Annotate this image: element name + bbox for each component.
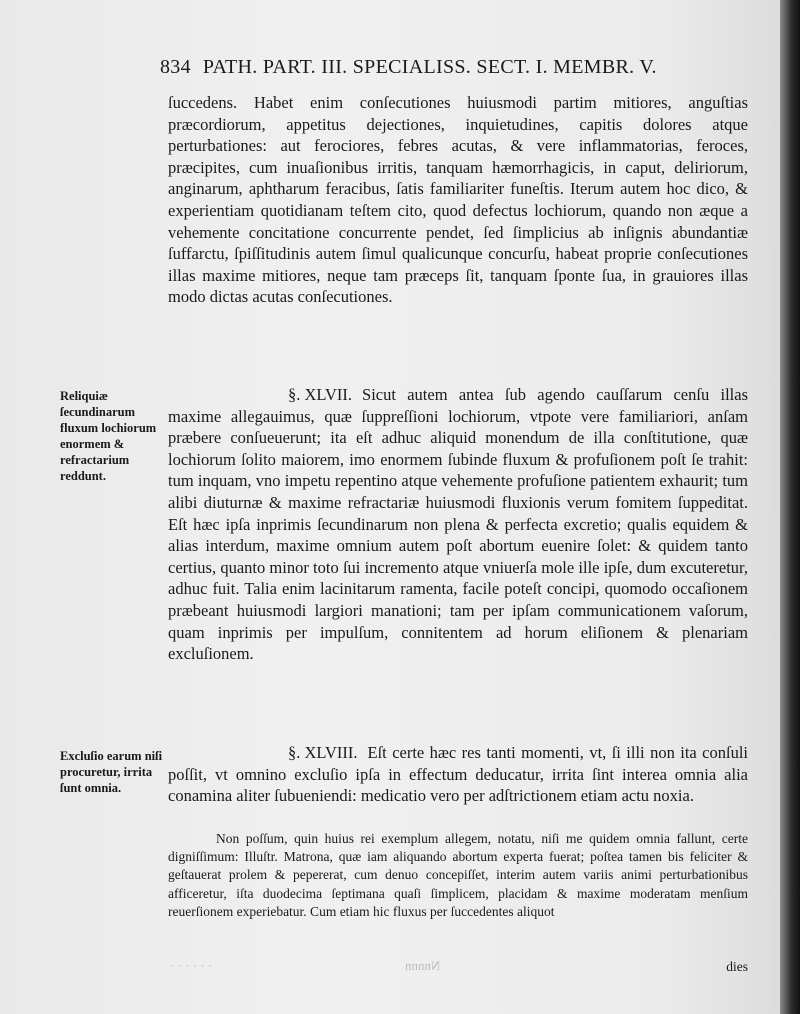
running-title: PATH. PART. III. SPECIALISS. SECT. I. MEMBR. V.	[202, 56, 657, 78]
section-48-paragraph	[168, 742, 748, 807]
margin-note-exclusio: Excluſio earum niſi procuretur, irrita ſunt omnia.	[60, 749, 163, 795]
main-text-block-2	[168, 384, 748, 665]
section-47-paragraph	[168, 384, 748, 665]
bleed-through-mark: · · · · · ·	[170, 958, 213, 973]
page-gutter-shadow	[780, 0, 800, 1014]
section-47-label: §. XLVII.	[288, 385, 353, 404]
running-header	[160, 56, 720, 79]
example-note-block	[168, 830, 748, 921]
section-48-label: §. XLVIII.	[288, 743, 358, 762]
margin-note-reliquiae: Reliquiæ ſecundinarum fluxum lochiorum enormem & refractarium reddunt.	[60, 389, 157, 483]
section-47-text: Sicut autem antea ſub agendo cauſſarum cenſu illas maxime allegauimus, quæ ſuppreſſioni lochiorum, vtpote vere familiariori, anſam præbere conſueuerunt; ita eſt adhuc aliquid monendum de illa conſtitutione, quæ lochiorum ſolito maiorem, imo enormem ſubinde fluxum & profuſionem poſt ſe trahit: tum inquam, vno impetu repentino atque vehemente profuſione patientem exhaurit; tum alibi diuturnæ & maxime refractariæ huiusmodi fluxionis verum fomitem ſuppeditat. Eſt hæc ipſa inprimis ſecundinarum non plena & perfecta excretio; qualis equidem & alias interdum, maxime omnium autem poſt abortum euenire ſolet: & quidem tanto certius, quanto minor toto ſui incremento atque vniuerſa mole ille ipſe, dum excuteretur, adhuc fuit. Talia enim lacinitarum ramenta, facile poteſt concipi, quomodo occaſionem præbeant huiusmodi largiori manationi; tam per ipſam communicationem vaſorum, quam inprimis per impulſum, connitentem ad horum eliſionem & plenariam excluſionem.	[168, 385, 748, 664]
section-48-text: Eſt certe hæc res tanti momenti, vt, ſi illi non ita conſuli poſſit, vt omnino excluſio ipſa in effectum deducatur, irrita ſint interea omnia alia conamina aliter ſubueniendi: medicatio vero per adſtrictionem etiam actu noxia.	[168, 743, 748, 806]
catchword-line	[168, 958, 748, 976]
main-text-block-3	[168, 742, 748, 807]
example-note-paragraph: Non poſſum, quin huius rei exemplum allegem, notatu, niſi me quidem omnia fallunt, certe digniſſimum: Illuſtr. Matrona, quæ iam aliquando abortum experta fuerat; poſtea tamen bis feliciter & geſtauerat prolem & pepererat, cum denuo concepiſſet, interim autem variis animi perturbationibus afficeretur, iſta duodecima ſeptimana quaſi ſimplicem, placidam & maxime moderatam menſium reuerſionem experiebatur. Cum etiam hic fluxus per ſuccedentes aliquot	[168, 831, 748, 919]
signature-mark: Nnnnn	[405, 958, 441, 973]
paragraph-continued: ſuccedens. Habet enim conſecutiones huiusmodi partim mitiores, anguſtias præcordiorum, appetitus dejectiones, inquietudines, capitis dolores atque perturbationes: aut ferociores, febres acutas, & vere inflammatorias, feroces, præcipites, cum inuaſionibus irritis, tanquam hæmorrhagicis, in caput, deliriorum, anginarum, aphtharum feracibus, ſatis familiariter funeſtis. Iterum autem hoc dico, & experientiam quotidianam teſtem cito, quod defectus lochiorum, quando non æque a vehemente concitatione concurrente pendet, ſed ſimplicius ab inſignis abundantiæ ſuffarctu, ſpiſſitudinis autem ſimul qualicunque concurſu, habeat proprie conſecutiones illas maxime mitiores, neque tam præceps ſit, tanquam ſponte ſua, in grauiores illas modo dictas acutas conſecutiones.	[168, 93, 748, 307]
page-number: 834	[160, 56, 191, 78]
main-text-block-1	[168, 92, 748, 308]
catchword: dies	[726, 959, 748, 974]
